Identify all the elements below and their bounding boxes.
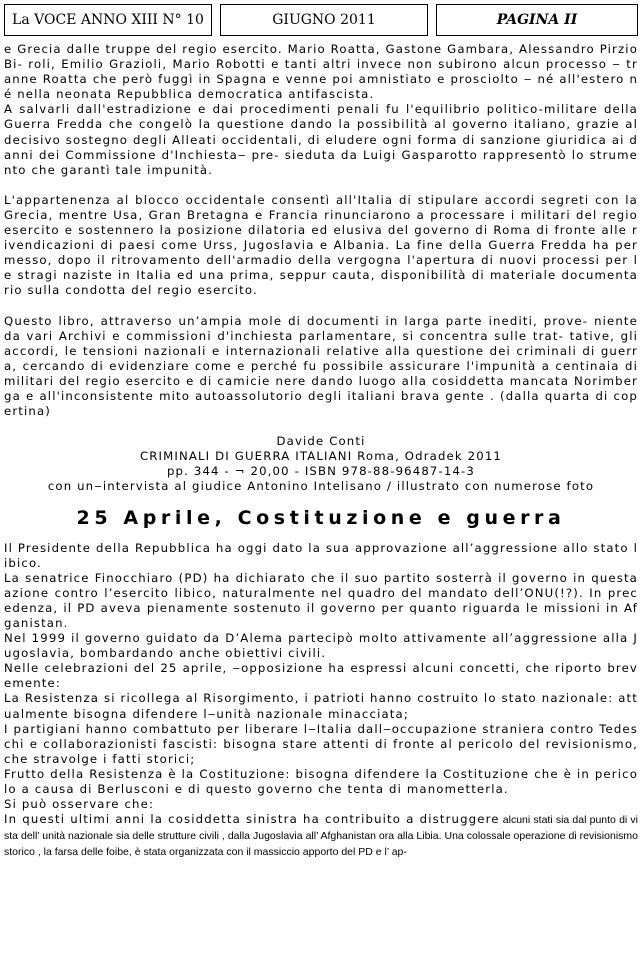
paragraph: A salvarli dall'estradizione e dai procedimenti penali fu l'equilibrio politico-militare della Guerra Fredda che congelò la questione dando la possibilità al governo italiano, grazie al decisivo sostegno degli Alleati occidentali, di eludere ogni forma di sanzione giuridica ai danni dei Commissione d'Inchiesta‒ pre- sieduta da Luigi Gasparotto rappresentò lo strumento che garantì tale impunità. [4, 102, 638, 177]
masthead-date: GIUGNO 2011 [220, 4, 428, 36]
paragraph: Il Presidente della Repubblica ha oggi dato la sua approvazione all’aggressione allo stato libico. [4, 540, 638, 570]
spacer [4, 419, 638, 434]
paragraph: La senatrice Finocchiaro (PD) ha dichiarato che il suo partito sosterrà il governo in questa azione contro l’esercito libico, naturalmente nel quadro del mandato dell’ONU(!?). In precedenza, il PD aveva pienamente sostenuto il governo per quanto riguarda le missioni in Afganistan. [4, 570, 638, 630]
paragraph: Nel 1999 il governo guidato da D’Alema partecipò molto attivamente all’aggressione alla Jugoslavia, bombardando anche obiettivi civili. [4, 631, 638, 661]
page-content [4, 42, 638, 861]
citation-author: Davide Conti [276, 434, 366, 449]
last-para-large: In questi ultimi anni la cosiddetta sinistra ha contribuito a distruggere [4, 812, 500, 827]
paragraph: Questo libro, attraverso un’ampia mole di documenti in larga parte inediti, prove- niente da vari Archivi e commissioni d'inchiesta parlamentare, si concentra sulle trat- tative, gli accordi, le tensioni nazionali e internazionali relative alla questione dei criminali di guerra, cercando di evidenziare come e perché fu possibile assicurare l'impunità a centinaia di militari del regio esercito e di camicie nere dando luogo alla cosiddetta mancata Norimberga e all'inconsistente mito autoassolutorio degli italiani brava gente . (dalla quarta di copertina) [4, 313, 638, 419]
citation-title-line [4, 449, 638, 464]
paragraph-last [4, 812, 638, 860]
citation-note: con un‒intervista al giudice Antonino Intelisano / illustrato con numerose foto [47, 479, 595, 494]
book-citation [4, 434, 638, 494]
paragraph: La Resistenza si ricollega al Risorgimento, i patrioti hanno costruito lo stato nazionale: attualmente bisogna difendere l‒unità nazionale minacciata; [4, 691, 638, 721]
paragraph: e Grecia dalle truppe del regio esercito. Mario Roatta, Gastone Gambara, Alessandro Pirzio Bi- roli, Emilio Grazioli, Mario Robotti e tanti altri invece non subirono alcun processo ‒ tranne Roatta che però fuggì in Spagna e venne poi amnistiato e prosciolto ‒ né all'estero né nella neonata Repubblica democratica antifascista. [4, 42, 638, 102]
last-para-small: alcuni stati sia dal punto di vista dell’ unità nazionale sia delle strutture civili , dalla Jugoslavia all’ Afghanistan ora alla Libia. Una colossale operazione di revisionismo storico , la farsa delle foibe, è stata organizzata con il massiccio apporto del PD e l’ ap- [4, 814, 639, 859]
citation-title: CRIMINALI DI GUERRA ITALIANI [139, 449, 353, 464]
paragraph: Frutto della Resistenza è la Costituzione: bisogna difendere la Costituzione che è in pericolo a causa di Berlusconi e di questo governo che tenta di manometterla. [4, 766, 638, 797]
paragraph: Nelle celebrazioni del 25 aprile, ‒opposizione ha espressi alcuni concetti, che riporto brevemente: [4, 661, 638, 691]
page-header [4, 4, 638, 38]
spacer [4, 299, 638, 314]
paragraph: L'appartenenza al blocco occidentale consentì all'Italia di stipulare accordi segreti con la Grecia, mentre Usa, Gran Bretagna e Francia rinunciarono a processare i militari del regio esercito e sostennero la posizione dilatoria ed elusiva del governo di Roma di fronte alle rivendicazioni di paesi come Urss, Jugoslavia e Albania. La fine della Guerra Fredda ha permesso, dopo il ritrovamento dell'armadio della vergogna l'apertura di nuovi processi per le stragi naziste in Italia ed una prima, seppur cauta, disponibilità di materiale documentario sulla condotta del regio esercito. [4, 192, 638, 298]
masthead-issue: La VOCE ANNO XIII N° 10 [4, 4, 212, 36]
citation-publisher: Roma, Odradek 2011 [357, 449, 503, 464]
article-headline: 25 Aprile, Costituzione e guerra [76, 506, 566, 529]
paragraph: Si può osservare che: [4, 797, 155, 812]
citation-details: pp. 344 - ¬ 20,00 - ISBN 978-88-96487-14-3 [166, 464, 475, 479]
paragraph: I partigiani hanno combattuto per liberare l‒Italia dall‒occupazione straniera contro Tedeschi e collaborazionisti fascisti: bisogna stare attenti di fronte al pericolo del revisionismo, che stravolge i fatti storici; [4, 721, 638, 766]
masthead-page: PAGINA II [436, 4, 638, 36]
spacer [4, 178, 638, 193]
